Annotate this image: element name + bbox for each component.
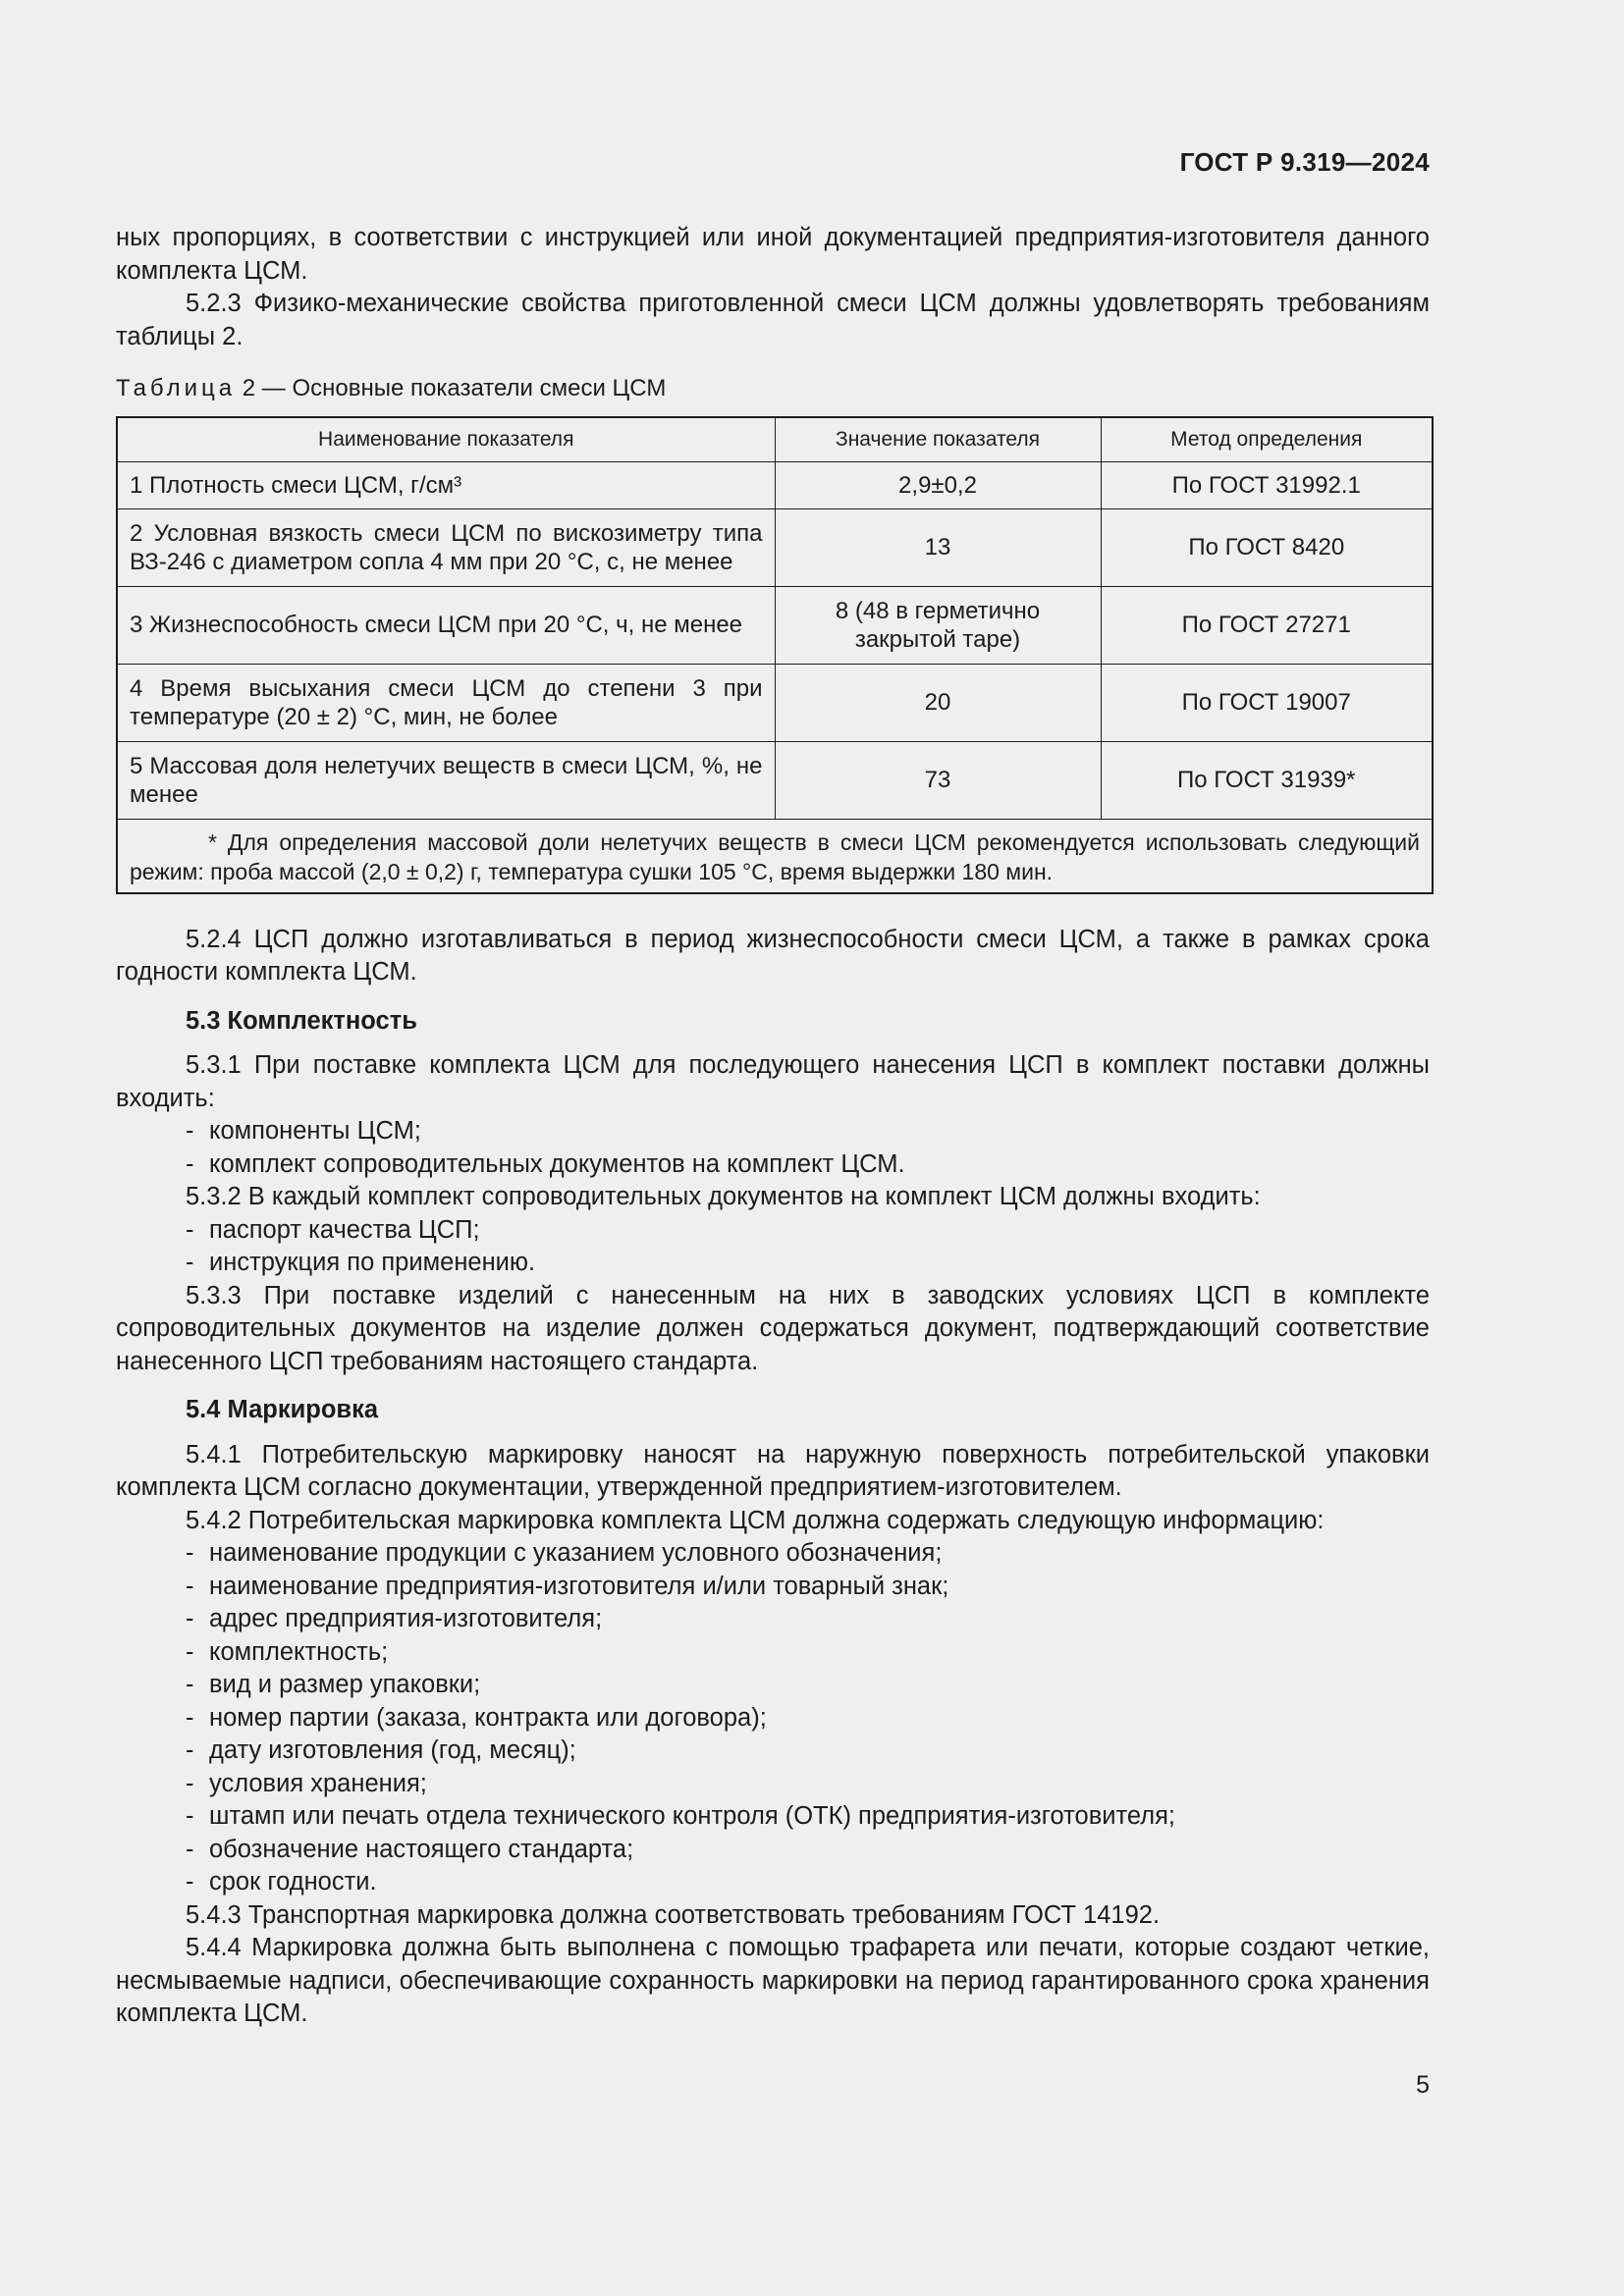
table-caption-label: Таблица	[116, 375, 237, 401]
list-item: - комплектность;	[186, 1636, 1430, 1670]
table-header-row	[117, 417, 1433, 462]
column-header-method: Метод определения	[1101, 417, 1433, 462]
cell-indicator-name: 4 Время высыхания смеси ЦСМ до степени 3 при температуре (20 ± 2) °С, мин, не более	[117, 664, 775, 741]
paragraph-5-3-1: 5.3.1 При поставке комплекта ЦСМ для последующего нанесения ЦСП в комплект поставки должны входить:	[116, 1051, 1430, 1112]
cell-indicator-name: 1 Плотность смеси ЦСМ, г/см³	[117, 461, 775, 508]
section-heading-5-4: 5.4 Маркировка	[186, 1396, 379, 1423]
table-row	[117, 586, 1433, 664]
cell-test-method: По ГОСТ 8420	[1101, 508, 1433, 586]
paragraph-5-4-2: 5.4.2 Потребительская маркировка комплекта ЦСМ должна содержать следующую информацию:	[186, 1506, 1325, 1534]
column-header-value: Значение показателя	[775, 417, 1101, 462]
table-row	[117, 741, 1433, 819]
paragraph-5-2-3: 5.2.3 Физико-механические свойства приготовленной смеси ЦСМ должны удовлетворять требованиям таблицы 2.	[116, 290, 1430, 350]
cell-indicator-name: 5 Массовая доля нелетучих веществ в смеси ЦСМ, %, не менее	[117, 741, 775, 819]
column-header-name: Наименование показателя	[117, 417, 775, 462]
list-item: - паспорт качества ЦСП;	[186, 1214, 1430, 1248]
table-caption-text: 2 — Основные показатели смеси ЦСМ	[236, 375, 667, 401]
cell-test-method: По ГОСТ 27271	[1101, 586, 1433, 664]
list-item: - срок годности.	[186, 1866, 1430, 1899]
document-body	[116, 222, 1430, 2031]
list-item: - штамп или печать отдела технического контроля (ОТК) предприятия-изготовителя;	[186, 1800, 1430, 1834]
cell-test-method: По ГОСТ 31992.1	[1101, 461, 1433, 508]
paragraph-5-3-3: 5.3.3 При поставке изделий с нанесенным на них в заводских условиях ЦСП в комплекте сопроводительных документов на изделие должен содержаться документ, подтверждающий соответствие нанесенного ЦСП требованиям настоящего стандарта.	[116, 1281, 1430, 1375]
list-item: - дату изготовления (год, месяц);	[186, 1735, 1430, 1768]
properties-table	[116, 416, 1434, 894]
standard-code-header: ГОСТ Р 9.319—2024	[1179, 147, 1430, 177]
paragraph-5-3-2: 5.3.2 В каждый комплект сопроводительных документов на комплект ЦСМ должны входить:	[186, 1183, 1261, 1210]
marking-info-list	[116, 1537, 1430, 1899]
cell-indicator-value: 13	[775, 508, 1101, 586]
cell-test-method: По ГОСТ 31939*	[1101, 741, 1433, 819]
list-item: - вид и размер упаковки;	[186, 1669, 1430, 1702]
list-item: - инструкция по применению.	[186, 1247, 1430, 1280]
paragraph-5-4-4: 5.4.4 Маркировка должна быть выполнена с помощью трафарета или печати, которые создают четкие, несмываемые надписи, обеспечивающие сохранность маркировки на период гарантированного срока хранения комплекта ЦСМ.	[116, 1934, 1430, 2027]
cell-indicator-name: 2 Условная вязкость смеси ЦСМ по вискозиметру типа ВЗ-246 с диаметром сопла 4 мм при 20 °С, с, не менее	[117, 508, 775, 586]
cell-indicator-value: 73	[775, 741, 1101, 819]
table-row	[117, 461, 1433, 508]
table-row	[117, 664, 1433, 741]
cell-indicator-value: 2,9±0,2	[775, 461, 1101, 508]
list-item: - условия хранения;	[186, 1768, 1430, 1801]
table-footnote: * Для определения массовой доли нелетучих веществ в смеси ЦСМ рекомендуется использовать следующий режим: проба массой (2,0 ± 0,2) г, температура сушки 105 °С, время выдержки 180 мин.	[130, 828, 1420, 884]
paragraph-5-4-1: 5.4.1 Потребительскую маркировку наносят на наружную поверхность потребительской упаковки комплекта ЦСМ согласно документации, утвержденной предприятием-изготовителем.	[116, 1440, 1430, 1501]
accompanying-docs-list	[116, 1214, 1430, 1280]
table-caption	[116, 372, 1430, 405]
cell-indicator-value: 20	[775, 664, 1101, 741]
paragraph-5-4-3: 5.4.3 Транспортная маркировка должна соответствовать требованиям ГОСТ 14192.	[186, 1900, 1161, 1929]
intro-continuation-paragraph: ных пропорциях, в соответствии с инструкцией или иной документацией предприятия-изготовителя данного комплекта ЦСМ.	[116, 224, 1430, 285]
table-footnote-row	[117, 819, 1433, 893]
list-item: - адрес предприятия-изготовителя;	[186, 1603, 1430, 1636]
table-row	[117, 508, 1433, 586]
list-item: - номер партии (заказа, контракта или договора);	[186, 1702, 1430, 1735]
paragraph-5-2-4: 5.2.4 ЦСП должно изготавливаться в период жизнеспособности смеси ЦСМ, а также в рамках срока годности комплекта ЦСМ.	[116, 925, 1430, 986]
delivery-set-list	[116, 1115, 1430, 1181]
list-item: - наименование предприятия-изготовителя и/или товарный знак;	[186, 1571, 1430, 1604]
cell-test-method: По ГОСТ 19007	[1101, 664, 1433, 741]
list-item: - наименование продукции с указанием условного обозначения;	[186, 1537, 1430, 1571]
list-item: - компоненты ЦСМ;	[186, 1115, 1430, 1148]
section-heading-5-3: 5.3 Комплектность	[186, 1006, 417, 1035]
list-item: - комплект сопроводительных документов на комплект ЦСМ.	[186, 1148, 1430, 1182]
list-item: - обозначение настоящего стандарта;	[186, 1834, 1430, 1867]
page-number: 5	[1416, 2071, 1430, 2099]
cell-indicator-value: 8 (48 в герметично закрытой таре)	[775, 586, 1101, 664]
cell-indicator-name: 3 Жизнеспособность смеси ЦСМ при 20 °С, ч, не менее	[117, 586, 775, 664]
